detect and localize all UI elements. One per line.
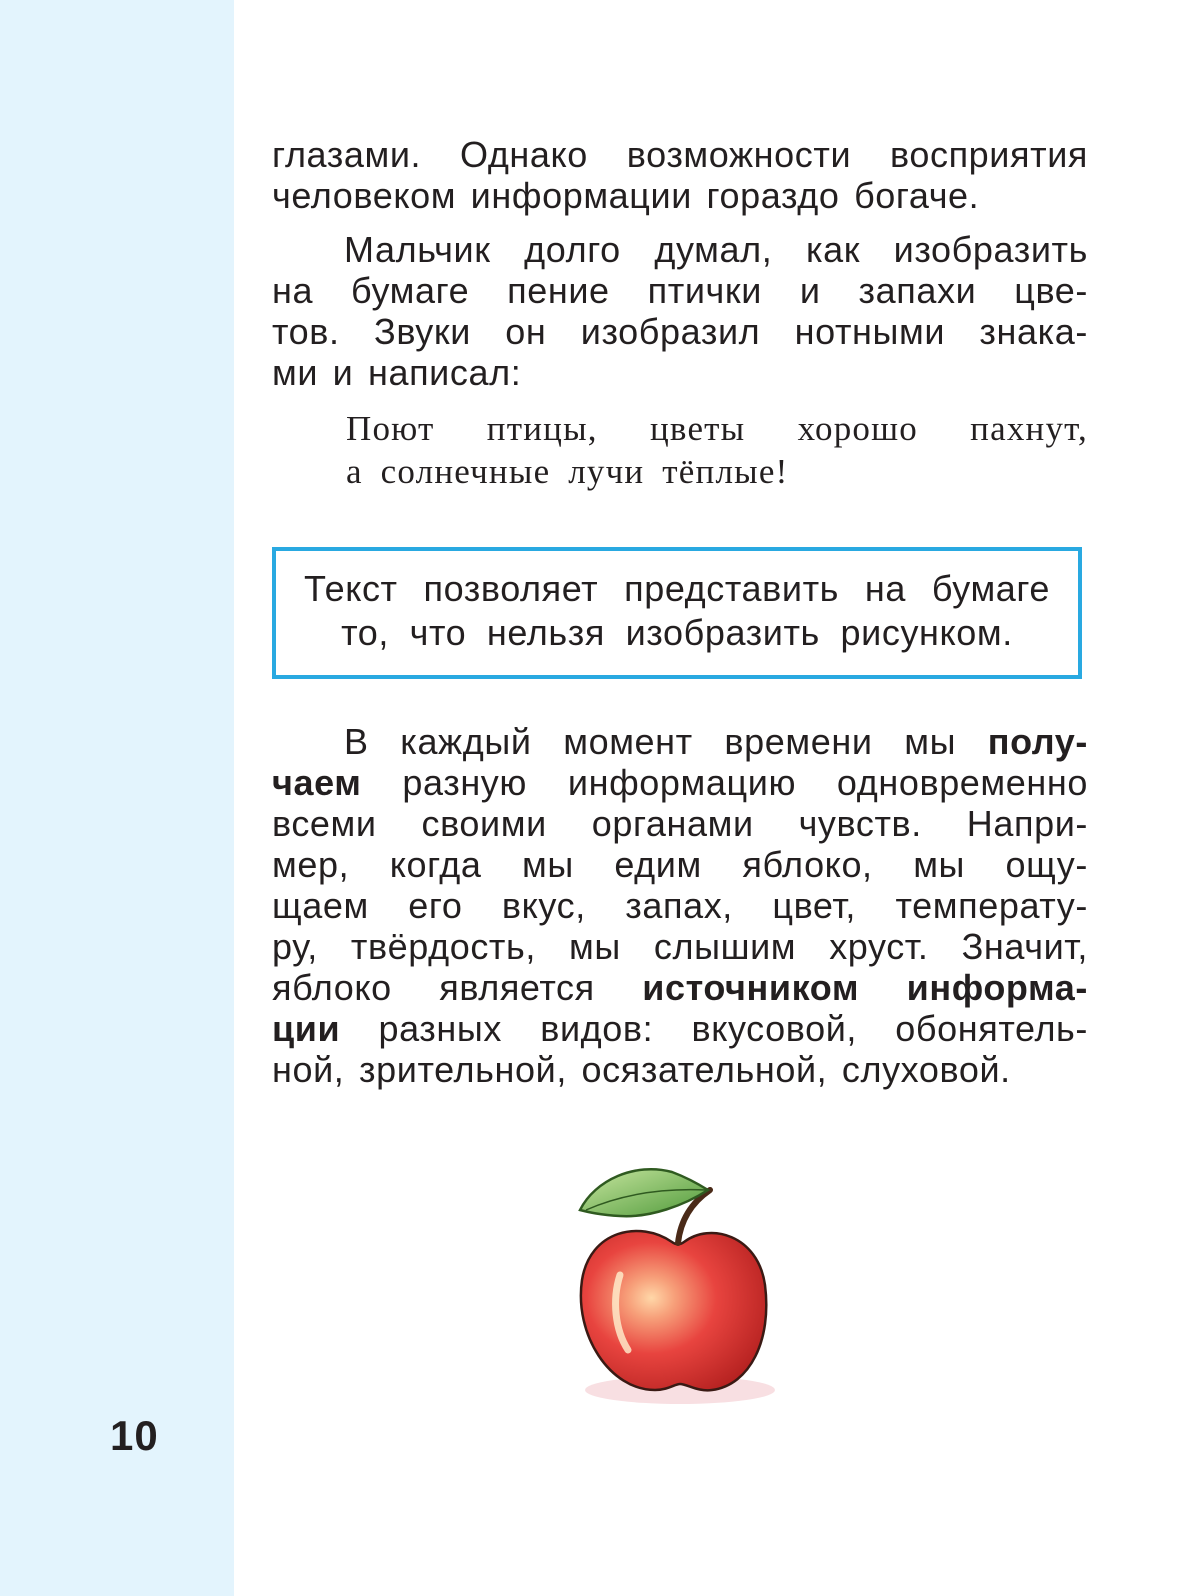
poem-line: Поют птицы, цветы хорошо пахнут,	[346, 409, 1088, 448]
text-line	[272, 721, 1088, 762]
text-span: В каждый момент времени мы	[344, 721, 988, 762]
term-bold: полу-	[987, 721, 1088, 762]
text-line: человеком информации гораздо богаче.	[272, 175, 980, 216]
apple-illustration	[560, 1150, 790, 1420]
text-line: на бумаге пение птички и запахи цве-	[272, 270, 1088, 311]
rule-box	[272, 547, 1082, 679]
paragraph-information-sources	[272, 721, 1088, 1090]
text-line: ной, зрительной, осязательной, слуховой.	[272, 1049, 1011, 1090]
text-span: яблоко является	[272, 967, 643, 1008]
text-line: Мальчик долго думал, как изобразить	[344, 229, 1088, 270]
text-line: глазами. Однако возможности восприятия	[272, 134, 1088, 175]
text-span: разных видов: вкусовой, обонятель-	[340, 1008, 1088, 1049]
text-line: всеми своими органами чувств. Напри-	[272, 803, 1088, 844]
term-bold: ции	[272, 1008, 341, 1049]
text-line: мер, когда мы едим яблоко, мы ощу-	[272, 844, 1088, 885]
page-number: 10	[110, 1412, 159, 1459]
text-line	[272, 762, 1088, 803]
text-line	[272, 967, 1088, 1008]
paragraph-continuation	[272, 134, 1088, 216]
text-line: ру, твёрдость, мы слышим хруст. Значит,	[272, 926, 1088, 967]
text-span: разную информацию одновременно	[361, 762, 1088, 803]
paragraph-boy-thinking	[272, 229, 1088, 393]
text-line: щаем его вкус, запах, цвет, температу-	[272, 885, 1088, 926]
text-line: ми и написал:	[272, 352, 522, 393]
term-bold: источником информа-	[642, 967, 1089, 1008]
rule-line: то, что нельзя изобразить рисунком.	[341, 612, 1013, 653]
text-line	[272, 1008, 1088, 1049]
poem-line: а солнечные лучи тёплые!	[346, 452, 789, 491]
page-margin-band	[0, 0, 234, 1596]
rule-line: Текст позволяет представить на бумаге	[304, 568, 1050, 609]
poem-quote	[346, 407, 1088, 493]
apple-icon	[560, 1150, 790, 1420]
term-bold: чаем	[272, 762, 362, 803]
text-line: тов. Звуки он изобразил нотными знака-	[272, 311, 1088, 352]
